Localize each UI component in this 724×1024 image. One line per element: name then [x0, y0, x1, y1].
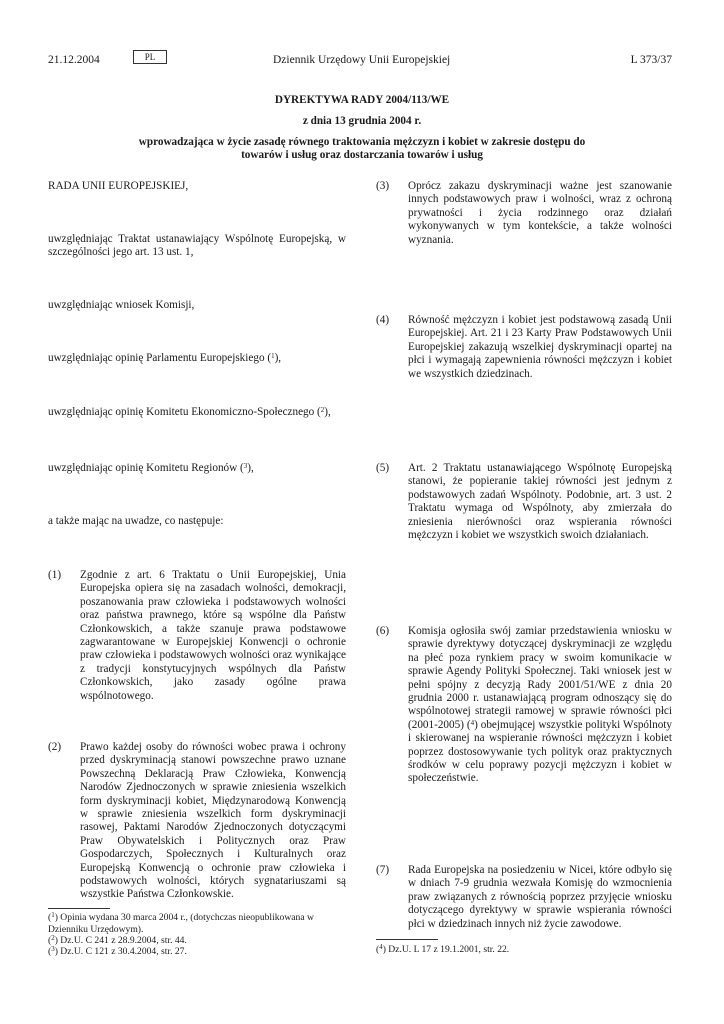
footnote: ($^4$) Dz.U. L 17 z 19.1.2001, str. 22. — [376, 943, 510, 955]
recital-text: Zgodnie z art. 6 Traktatu o Unii Europejskiej, Unia Europejska opiera się na zasadach wolności, demokracji, poszanowania praw człowieka i podstawowych wolności oraz państwa prawnego, które są wspólne dla Państw Członkowskich, a także szanuje prawa podstawowe zagwarantowane w Europejskiej Konwencji o ochronie praw człowieka i podstawowych wolności oraz wynikające z tradycji konstytucyjnych wspólnych dla Państw Członkowskich, jako zasady ogólne prawa wspólnotowego. — [80, 569, 346, 702]
footnote-separator — [48, 908, 110, 909]
page-reference: L 373/37 — [630, 54, 672, 66]
recital-number: (5) — [376, 462, 390, 474]
citation-parliament: uwzględniając opinię Parlamentu Europejskiego ($^1$), — [48, 352, 282, 364]
recital-text: Komisja ogłosiła swój zamiar przedstawienia wniosku w sprawie dyrektywy dotyczącej dyskryminacji ze względu na płeć poza rynkiem pracy w swoim komunikacie w sprawie Agendy Polityki Społecznej. Taki wniosek jest w pełni spójny z decyzją Rady 2001/51/WE z dnia 20 grudnia 2000 r. ustanawiającą program odnoszący się do wspólnotowej strategii ramowej w sprawie równości płci (2001-2005) ($^4$) obejmującej wszystkie polityki Wspólnoty i skierowanej na wspieranie równości mężczyzn i kobiet poprzez dostosowywanie tych polityk oraz praktycznych środków w celu poprawy pozycji mężczyzn i kobiet w społeczeństwie. — [408, 625, 672, 785]
recital-text: Rada Europejska na posiedzeniu w Nicei, które odbyło się w dniach 7-9 grudnia wezwała Komisję do wzmocnienia praw związanych z równością poprzez przyjęcie wniosku dotyczącego dyrektywy w sprawie wspierania równości płci w dziedzinach innych niż życie zawodowe. — [408, 864, 672, 930]
citation-commission: uwzględniając wniosek Komisji, — [48, 299, 195, 311]
recital-text: Oprócz zakazu dyskryminacji ważne jest szanowanie innych podstawowych praw i wolności, wraz z ochroną prywatności i życia rodzinnego oraz działań wykonywanych w tym kontekście, a także wolności wyznania. — [408, 180, 672, 246]
header-date: 21.12.2004 — [48, 54, 100, 66]
footnote-ref: 1 — [271, 352, 275, 360]
directive-subject-line-2: towarów i usług oraz dostarczania towarów i usług — [241, 149, 483, 161]
directive-title: DYREKTYWA RADY 2004/113/WE — [274, 94, 450, 106]
citation-ecosoc: uwzględniając opinię Komitetu Ekonomiczno-Społecznego ($^2$), — [48, 406, 331, 418]
directive-date: z dnia 13 grudnia 2004 r. — [302, 115, 422, 127]
directive-subject-line-1: wprowadzająca w życie zasadę równego traktowania mężczyzn i kobiet w zakresie dostępu do — [138, 136, 586, 148]
footnote-ref: 3 — [243, 462, 248, 470]
footnote-separator — [376, 939, 438, 940]
citation-regions: uwzględniając opinię Komitetu Regionów ($^3$), — [48, 462, 254, 474]
whereas-intro: a także mając na uwadze, co następuje: — [48, 515, 224, 527]
recital-text: Art. 2 Traktatu ustanawiającego Wspólnotę Europejską stanowi, że popieranie takiej równości jest jednym z podstawowych zadań Wspólnoty. Podobnie, art. 3 ust. 2 Traktatu wymaga od Wspólnoty, aby zmierzała do zniesienia nierówności oraz wspierania równości mężczyzn i kobiet we wszystkich swoich działaniach. — [408, 462, 672, 542]
recital-number: (4) — [376, 314, 390, 326]
footnote-ref: 4 — [470, 718, 475, 727]
footnote: ($^2$) Dz.U. C 241 z 28.9.2004, str. 44. — [48, 934, 187, 946]
recital-text: Równość mężczyzn i kobiet jest podstawową zasadą Unii Europejskiej. Art. 21 i 23 Karty Praw Podstawowych Unii Europejskiej zakazują wszelkiej dyskryminacji opartej na płci i wymagają zapewnienia równości mężczyzn i kobiet we wszystkich dziedzinach. — [408, 314, 672, 380]
footnote: ($^3$) Dz.U. C 121 z 30.4.2004, str. 27. — [48, 945, 187, 957]
recital-number: (6) — [376, 625, 390, 637]
language-badge: PL — [133, 50, 167, 64]
recital-number: (7) — [376, 864, 390, 876]
journal-title: Dziennik Urzędowy Unii Europejskiej — [273, 54, 451, 66]
recital-number: (1) — [48, 569, 62, 581]
recital-text: Prawo każdej osoby do równości wobec prawa i ochrony przed dyskryminacją stanowi powszechne prawo uznane Powszechną Deklaracją Praw Człowieka, Konwencją Narodów Zjednoczonych w sprawie zniesienia wszelkich form dyskryminacji kobiet, Międzynarodową Konwencją w sprawie zniesienia wszelkich form dyskryminacji rasowej, Paktami Narodów Zjednoczonych dotyczącymi Praw Obywatelskich i Politycznych oraz Praw Gospodarczych, Społecznych i Kulturalnych oraz Europejską Konwencją o ochronie praw człowieka i podstawowych wolności, których sygnatariuszami są wszystkie Państwa Członkowskie. — [80, 741, 346, 901]
footnote-ref: 2 — [320, 406, 325, 414]
citation-treaty: uwzględniając Traktat ustanawiający Wspólnotę Europejską, w szczególności jego art. 13 ust. 1, — [48, 233, 346, 259]
recital-number: (3) — [376, 180, 390, 192]
council-heading: RADA UNII EUROPEJSKIEJ, — [48, 180, 189, 192]
footnote: ($^1$) Opinia wydana 30 marca 2004 r., (dotychczas nieopublikowana w Dzienniku Urzędowym). — [48, 911, 314, 935]
recital-number: (2) — [48, 741, 62, 753]
